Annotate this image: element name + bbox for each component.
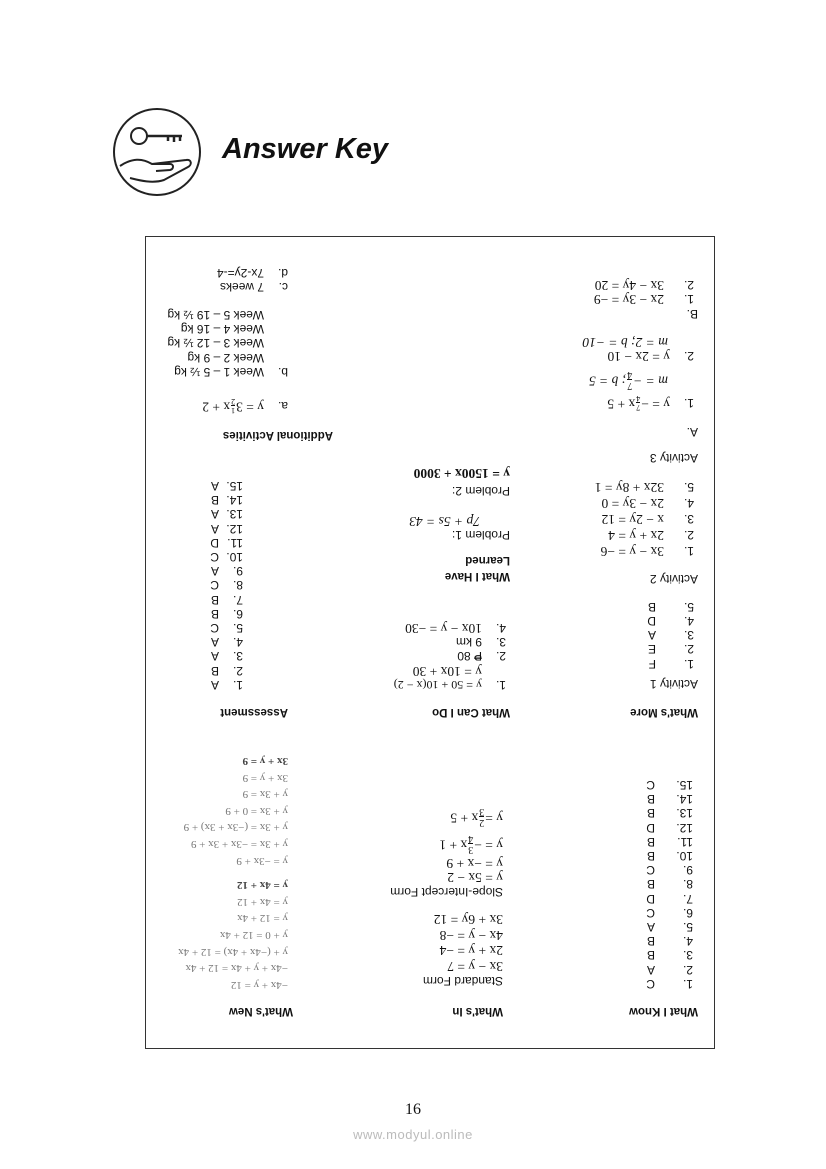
answer-item [330, 649, 506, 663]
answer-item [210, 536, 243, 550]
item-number: 2. [683, 642, 694, 657]
equation-step: 3x + y = 9 [242, 755, 288, 768]
answer-item [148, 397, 288, 414]
answer: ₱ 80 [457, 649, 482, 664]
section-heading: What's More [630, 706, 698, 718]
item-number: 15. [676, 777, 693, 792]
answer-item [210, 678, 243, 692]
item-number: c. [278, 279, 288, 294]
equation-step: y + 3x = 0 + 9 [225, 804, 288, 817]
answer-item [629, 806, 693, 820]
item-number: 9. [682, 863, 693, 878]
problem-answer: 7p + 5s = 43 [409, 513, 480, 529]
denominator: 2 [231, 396, 236, 406]
item-number: 4. [682, 934, 693, 949]
equation-step: −4x + y = 12 [230, 978, 288, 991]
answer: y = 10x + 30 [412, 663, 482, 679]
denominator: 3 [479, 805, 485, 817]
item-number: 5. [682, 919, 693, 934]
item-number: 11. [227, 535, 243, 550]
equation: 4x − y = −8 [439, 927, 503, 943]
answer-item [210, 564, 243, 578]
equation-step: y = 4x + 12 [236, 879, 288, 892]
heading-line: What I Have [444, 569, 510, 582]
item-number: b. [277, 364, 288, 379]
answer: B [210, 592, 219, 607]
denominator: 4 [627, 368, 633, 380]
answer: 3x − y = −6 [600, 544, 664, 560]
activity-label: Activity 1 [649, 676, 698, 691]
item-number: 1. [683, 656, 694, 671]
equation-step: y = 12 + 4x [237, 912, 288, 925]
item-number: 2. [683, 278, 694, 293]
equation-step: y + 3x = 9 [242, 788, 288, 801]
eq-part: y = [485, 810, 503, 826]
answer-list [210, 479, 288, 692]
answer-item [629, 877, 693, 891]
section-heading: What's New [228, 1005, 293, 1017]
answer: A [647, 628, 656, 643]
answer-item [210, 493, 243, 507]
eq-part: y = 3 [236, 399, 264, 415]
page-title: Answer Key [222, 133, 389, 165]
week-value: Week 3 – 12 ½ kg [167, 336, 264, 351]
item-number: 3. [682, 948, 693, 963]
item-number: 4. [683, 496, 694, 511]
answer-item [629, 863, 693, 877]
item-number: 1. [683, 544, 694, 559]
item-number: 3. [683, 628, 694, 643]
answer: 2x − 3y = −9 [593, 292, 664, 308]
label: Standard Form [422, 973, 503, 988]
answer-item [518, 628, 694, 642]
section-heading: What Can I Do [432, 706, 510, 718]
problem-label: Problem 1: [451, 527, 510, 542]
problem-label: Problem 2: [451, 484, 510, 499]
answer-item [518, 278, 694, 292]
equation-step: y + 0 = 12 + 4x [219, 929, 288, 942]
numerator: 3 [468, 843, 474, 855]
key-in-hand-icon [112, 106, 202, 198]
item-number: 10. [676, 848, 693, 863]
section-heading: What I Know [629, 1005, 698, 1017]
answer: A [210, 521, 219, 536]
item-number: 8. [232, 578, 243, 593]
item-number: 2. [495, 649, 506, 664]
section-heading [330, 552, 510, 584]
numerator: 7 [636, 402, 641, 412]
answer: D [646, 820, 655, 835]
item-number: 3. [683, 512, 694, 527]
answer-item [210, 479, 243, 493]
equation-step: −4x + y + 4x = 12 + 4x [185, 962, 288, 975]
answer-item [629, 792, 693, 806]
answer-item [518, 656, 694, 670]
item-number: 6. [682, 905, 693, 920]
watermark: www.modyul.online [353, 1127, 473, 1142]
answer: 10x − y = −30 [405, 620, 482, 636]
item-number: 14. [226, 493, 243, 508]
activity-label: Activity 2 [649, 571, 698, 586]
item-number: 5. [683, 599, 694, 614]
week-value: Week 1 – 5 ½ kg [174, 364, 264, 379]
week-value: Week 4 – 16 kg [180, 322, 264, 337]
item-number: 7. [682, 891, 693, 906]
item-number: 5. [683, 480, 694, 495]
equation-step: y + 3x = −3x + 3x + 9 [190, 838, 288, 851]
fraction [231, 397, 235, 414]
answer-item [518, 495, 694, 511]
answer-item [210, 578, 243, 592]
numerator: 2 [479, 816, 485, 828]
answer-item [210, 635, 243, 649]
answer-item [330, 678, 506, 692]
item-number: 4. [495, 620, 506, 635]
section-heading: Additional Activities [222, 429, 333, 441]
answer: B [210, 606, 219, 621]
item-number: 3. [495, 635, 506, 650]
whats-more-section [518, 278, 698, 719]
answer-item [629, 778, 693, 792]
week-value: Week 2 – 9 kg [187, 350, 264, 365]
answer-item [210, 663, 243, 677]
item-number: 5. [232, 620, 243, 635]
answer-item [210, 607, 243, 621]
answer-item [518, 642, 694, 656]
answer: C [646, 976, 655, 991]
item-number: d. [277, 265, 288, 280]
equation: 3x − y = 7 [447, 958, 503, 974]
answer: C [210, 549, 219, 564]
answer: B [646, 934, 655, 949]
item-number: 1. [495, 677, 506, 692]
item-number: 12. [676, 820, 693, 835]
equation [390, 806, 503, 827]
answer: B [646, 877, 655, 892]
eq-part: m = 2; b = −10 [582, 334, 668, 350]
item-number: 6. [232, 606, 243, 621]
equation-step: 3x + y = 9 [242, 771, 288, 784]
answer: 32x + 8y = 1 [594, 480, 664, 496]
eq-part: m = − [633, 373, 668, 389]
item-number: 2. [683, 348, 694, 363]
answer-item [518, 614, 694, 628]
part-label: B. [686, 306, 698, 321]
answer: x − 2y = 12 [601, 512, 664, 528]
answer: F [648, 656, 656, 671]
equation-step: y + (−4x + 4x) = 12 + 4x [178, 945, 288, 958]
answer: B [646, 806, 655, 821]
item-number: 4. [683, 613, 694, 628]
week-row [148, 308, 288, 322]
week-value: Week 5 – 19 ½ kg [167, 307, 264, 322]
answer-item [210, 649, 243, 663]
answer-item [629, 849, 693, 863]
equation-step: y = 4x + 12 [237, 895, 288, 908]
answer-item [629, 835, 693, 849]
additional-activities-section [148, 265, 333, 442]
answer-item [518, 527, 694, 543]
answer-item [629, 977, 693, 991]
week-row [148, 336, 288, 350]
answer-item [518, 511, 694, 527]
week-row [148, 350, 288, 364]
answer: 2x + y = 4 [608, 528, 664, 544]
answer: 9 km [455, 635, 482, 650]
slope-intercept [518, 335, 698, 349]
answer-list [518, 278, 698, 306]
answer: B [646, 948, 655, 963]
equation: y = −x + 9 [446, 856, 503, 872]
section-heading: Assessment [220, 706, 288, 718]
eq-part: x + 1 [439, 837, 468, 853]
denominator: 4 [636, 393, 641, 403]
item-number: 3. [232, 649, 243, 664]
answer-list [629, 778, 698, 991]
assessment-section [210, 479, 288, 719]
item-number: 13. [226, 507, 243, 522]
equation [390, 833, 503, 854]
answer: C [646, 905, 655, 920]
answer-item [148, 280, 288, 294]
equation: y = 5x − 2 [447, 870, 503, 886]
answer-item [330, 635, 506, 649]
whats-new-section [178, 752, 293, 1018]
numerator: 1 [231, 405, 236, 415]
answer-item [518, 543, 694, 559]
item-number: 2. [683, 528, 694, 543]
answer-item [629, 906, 693, 920]
item-number: 2. [682, 962, 693, 977]
answer-item [518, 292, 694, 306]
item-number: 1. [683, 292, 694, 307]
answer-item [518, 600, 694, 614]
fraction [468, 833, 473, 854]
item-number: 12. [226, 521, 243, 536]
item-number: 14. [676, 792, 693, 807]
heading-line: Learned [465, 553, 510, 566]
equation: 3x + 6y = 12 [433, 912, 503, 928]
eq-part: x + 5 [450, 810, 479, 826]
item-number: 4. [232, 635, 243, 650]
eq-part: x + 2 [202, 399, 231, 415]
answer-list [330, 621, 510, 692]
item-number: 9. [232, 564, 243, 579]
week-row [148, 322, 288, 336]
answer: B [646, 834, 655, 849]
what-can-i-do-section [330, 466, 510, 719]
answer: 2x − 3y = 0 [601, 496, 664, 512]
answer-item [330, 621, 506, 635]
answer-item [629, 820, 693, 834]
answer-item [210, 521, 243, 535]
answer: A [210, 677, 219, 692]
label: Slope-Intercept Form [390, 884, 503, 899]
item-number: 2. [232, 663, 243, 678]
equation-step: y + 3x = (−3x + 3x) + 9 [183, 821, 288, 834]
answer: y = 50 + 10(x − 2) [393, 677, 482, 692]
answer-list [518, 600, 698, 671]
eq-part: x + 5 [607, 396, 636, 412]
answer: B [646, 848, 655, 863]
answer-key-box [145, 236, 715, 1049]
week-row [148, 365, 288, 379]
equation-steps [178, 877, 293, 993]
answer: B [646, 792, 655, 807]
equation: 2x + y = −4 [439, 943, 503, 959]
item-number: 7. [232, 592, 243, 607]
whats-in-section [390, 806, 503, 1018]
answer: 7 weeks [219, 279, 264, 294]
answer-item [629, 934, 693, 948]
answer: C [210, 620, 219, 635]
answer: B [647, 599, 656, 614]
eq-part: y = − [641, 396, 670, 412]
answer: C [646, 777, 655, 792]
answer-item [629, 920, 693, 934]
item-number: 13. [676, 806, 693, 821]
eq-part: y = − [474, 837, 503, 853]
activity-label: Activity 3 [649, 451, 698, 466]
answer-item [518, 349, 698, 363]
answer: B [210, 493, 219, 508]
answer-item [629, 948, 693, 962]
equation-steps [178, 752, 293, 868]
equation: y = 2x − 10 [607, 348, 670, 364]
answer-item [210, 550, 243, 564]
item-number: 1. [232, 677, 243, 692]
section-heading: What's In [452, 1005, 503, 1017]
answer: C [210, 578, 219, 593]
answer: E [647, 642, 656, 657]
item-number: 10. [226, 549, 243, 564]
answer-item [210, 507, 243, 521]
item-number: 8. [682, 877, 693, 892]
answer: D [210, 535, 219, 550]
answer: B [210, 663, 219, 678]
answer-item [518, 479, 694, 495]
answer: 3x − 4y = 20 [594, 278, 664, 294]
item-number: a. [277, 399, 288, 414]
answer: A [210, 478, 219, 493]
fraction [636, 394, 640, 411]
part-label: A. [686, 425, 698, 440]
answer-item [148, 308, 288, 379]
answer-item [148, 265, 288, 279]
answer-item [629, 891, 693, 905]
slope-intercept [518, 369, 698, 390]
denominator: 4 [468, 832, 474, 844]
answer: C [646, 863, 655, 878]
problem-answer: y = 1500x + 3000 [413, 466, 510, 482]
fraction [479, 806, 484, 827]
item-number: 1. [682, 976, 693, 991]
eq-part: ; b = 5 [589, 373, 627, 389]
answer-list [518, 479, 698, 559]
equation-step: y = −3x + 9 [236, 854, 288, 867]
answer: D [647, 613, 656, 628]
fraction [627, 369, 632, 390]
answer: A [210, 507, 219, 522]
answer: A [210, 635, 219, 650]
answer: A [210, 564, 219, 579]
numerator: 7 [627, 379, 633, 391]
answer-item [210, 621, 243, 635]
answer: 7x-2y=-4 [216, 265, 264, 280]
item-number: 1. [683, 396, 694, 411]
item-number: 11. [677, 834, 693, 849]
answer: A [646, 919, 655, 934]
answer: A [646, 962, 655, 977]
page-number: 16 [405, 1101, 421, 1118]
what-i-know-section [629, 778, 698, 1018]
item-number: 15. [226, 478, 243, 493]
answer-item [629, 962, 693, 976]
answer: A [210, 649, 219, 664]
answer: D [646, 891, 655, 906]
answer-item [210, 592, 243, 606]
answer-item [518, 394, 698, 411]
